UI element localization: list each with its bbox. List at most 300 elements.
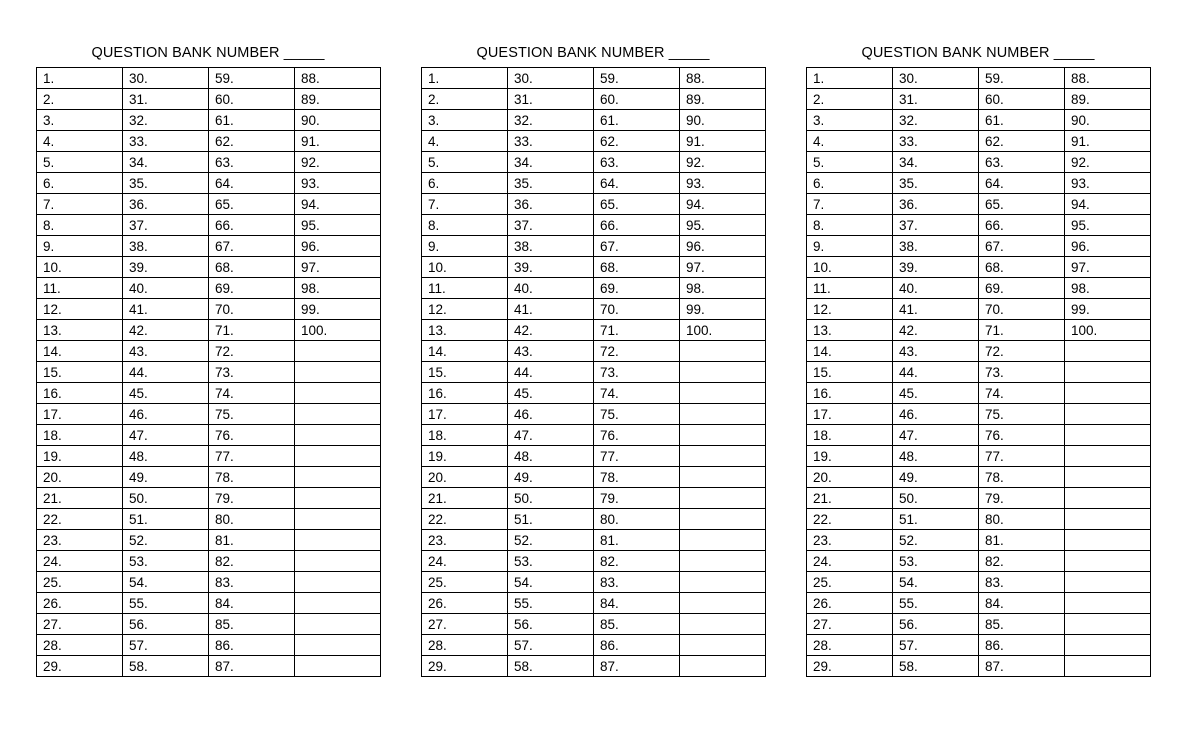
answer-cell: 73. [594,362,680,383]
table-row [807,488,1151,509]
answer-cell: 75. [594,404,680,425]
table-row [807,614,1151,635]
answer-cell: 72. [979,341,1065,362]
answer-cell: 64. [979,173,1065,194]
answer-table [421,67,766,677]
answer-cell: 94. [295,194,381,215]
table-row [422,110,766,131]
answer-cell: 33. [508,131,594,152]
answer-cell: 43. [508,341,594,362]
answer-cell: 76. [979,425,1065,446]
answer-cell: 40. [123,278,209,299]
answer-cell: 99. [680,299,766,320]
answer-cell [680,467,766,488]
answer-cell: 74. [594,383,680,404]
answer-cell [295,614,381,635]
answer-cell: 80. [979,509,1065,530]
answer-cell [680,425,766,446]
answer-cell: 71. [209,320,295,341]
answer-cell [1065,614,1151,635]
answer-cell: 63. [209,152,295,173]
answer-cell: 69. [979,278,1065,299]
answer-cell [295,509,381,530]
answer-cell: 93. [295,173,381,194]
table-row [37,89,381,110]
answer-cell: 48. [893,446,979,467]
answer-cell: 22. [422,509,508,530]
table-row [37,404,381,425]
answer-cell: 3. [422,110,508,131]
table-row [37,131,381,152]
answer-cell: 22. [37,509,123,530]
answer-cell: 2. [37,89,123,110]
table-row [422,152,766,173]
answer-cell [295,635,381,656]
answer-cell: 87. [979,656,1065,677]
table-row [807,110,1151,131]
answer-cell: 10. [807,257,893,278]
answer-cell: 83. [979,572,1065,593]
answer-cell: 29. [422,656,508,677]
answer-cell: 37. [893,215,979,236]
answer-cell: 50. [508,488,594,509]
answer-cell: 42. [123,320,209,341]
answer-cell: 71. [594,320,680,341]
answer-cell: 21. [422,488,508,509]
table-row [37,656,381,677]
answer-cell: 7. [422,194,508,215]
answer-cell: 75. [209,404,295,425]
table-row [422,446,766,467]
answer-cell: 84. [979,593,1065,614]
answer-cell: 99. [295,299,381,320]
table-row [37,509,381,530]
answer-cell: 27. [422,614,508,635]
answer-cell: 11. [37,278,123,299]
answer-cell: 61. [209,110,295,131]
answer-cell: 77. [594,446,680,467]
answer-cell: 69. [594,278,680,299]
answer-cell: 78. [209,467,295,488]
answer-cell: 87. [594,656,680,677]
answer-cell: 26. [807,593,893,614]
answer-cell: 66. [209,215,295,236]
answer-cell: 42. [508,320,594,341]
table-row [37,320,381,341]
table-row [807,635,1151,656]
answer-cell: 40. [508,278,594,299]
answer-cell: 88. [295,68,381,89]
answer-cell: 82. [209,551,295,572]
table-row [422,299,766,320]
answer-cell: 18. [807,425,893,446]
answer-cell: 89. [295,89,381,110]
answer-cell: 96. [295,236,381,257]
answer-cell: 52. [508,530,594,551]
answer-cell: 25. [37,572,123,593]
answer-cell: 61. [979,110,1065,131]
answer-cell: 54. [893,572,979,593]
bank-title: QUESTION BANK NUMBER _____ [91,45,325,61]
answer-cell: 95. [295,215,381,236]
answer-cell: 19. [422,446,508,467]
answer-cell: 6. [37,173,123,194]
table-row [807,236,1151,257]
answer-cell: 91. [680,131,766,152]
bank-title: QUESTION BANK NUMBER _____ [476,45,710,61]
answer-cell: 29. [37,656,123,677]
answer-cell: 85. [594,614,680,635]
answer-cell: 22. [807,509,893,530]
table-row [807,278,1151,299]
table-row [807,656,1151,677]
table-row [37,446,381,467]
answer-cell: 36. [123,194,209,215]
table-row [422,131,766,152]
table-row [422,320,766,341]
answer-cell: 82. [979,551,1065,572]
table-row [422,68,766,89]
answer-cell [1065,383,1151,404]
answer-cell: 43. [123,341,209,362]
answer-cell: 23. [807,530,893,551]
answer-cell: 72. [594,341,680,362]
answer-cell: 51. [508,509,594,530]
answer-cell: 82. [594,551,680,572]
table-row [422,467,766,488]
answer-cell: 60. [979,89,1065,110]
answer-cell: 50. [893,488,979,509]
answer-cell: 86. [209,635,295,656]
answer-cell [295,572,381,593]
table-row [422,341,766,362]
answer-cell: 95. [1065,215,1151,236]
answer-cell [1065,341,1151,362]
answer-cell: 12. [422,299,508,320]
answer-cell: 65. [594,194,680,215]
answer-cell: 46. [508,404,594,425]
answer-cell: 28. [807,635,893,656]
answer-cell: 40. [893,278,979,299]
table-row [422,383,766,404]
answer-cell: 58. [123,656,209,677]
answer-cell: 28. [422,635,508,656]
answer-cell: 91. [1065,131,1151,152]
answer-cell: 17. [422,404,508,425]
answer-cell: 3. [807,110,893,131]
answer-cell: 33. [893,131,979,152]
answer-cell: 53. [123,551,209,572]
answer-cell [1065,467,1151,488]
answer-cell: 4. [37,131,123,152]
answer-cell: 56. [123,614,209,635]
answer-cell: 96. [680,236,766,257]
answer-cell: 26. [422,593,508,614]
answer-cell [295,530,381,551]
answer-cell: 20. [37,467,123,488]
answer-cell: 86. [594,635,680,656]
answer-cell: 62. [979,131,1065,152]
answer-cell: 34. [508,152,594,173]
answer-cell: 31. [123,89,209,110]
answer-cell: 1. [37,68,123,89]
answer-cell: 99. [1065,299,1151,320]
answer-cell: 46. [123,404,209,425]
answer-cell: 13. [422,320,508,341]
answer-cell: 70. [979,299,1065,320]
answer-cell [295,467,381,488]
answer-cell: 30. [123,68,209,89]
answer-cell: 58. [893,656,979,677]
answer-cell [295,425,381,446]
answer-cell: 56. [893,614,979,635]
table-row [37,383,381,404]
answer-cell: 65. [979,194,1065,215]
table-row [807,362,1151,383]
bank-title: QUESTION BANK NUMBER _____ [861,45,1095,61]
answer-cell: 77. [979,446,1065,467]
answer-cell: 67. [979,236,1065,257]
answer-cell [680,572,766,593]
table-row [422,593,766,614]
answer-cell: 100. [1065,320,1151,341]
answer-cell: 80. [209,509,295,530]
table-row [422,404,766,425]
answer-cell: 67. [209,236,295,257]
answer-cell: 78. [979,467,1065,488]
table-row [37,635,381,656]
answer-cell [295,383,381,404]
table-row [807,68,1151,89]
answer-cell: 77. [209,446,295,467]
answer-cell: 2. [807,89,893,110]
answer-cell: 49. [893,467,979,488]
answer-cell [1065,593,1151,614]
answer-cell [295,362,381,383]
answer-cell: 85. [979,614,1065,635]
answer-cell: 83. [209,572,295,593]
question-bank-sheet [421,42,765,677]
answer-cell: 32. [893,110,979,131]
answer-cell [680,362,766,383]
table-row [37,614,381,635]
answer-cell: 73. [979,362,1065,383]
answer-cell: 63. [594,152,680,173]
answer-cell [680,593,766,614]
table-row [807,215,1151,236]
answer-cell: 42. [893,320,979,341]
table-row [37,362,381,383]
answer-cell: 32. [123,110,209,131]
answer-cell: 85. [209,614,295,635]
answer-cell: 97. [1065,257,1151,278]
answer-cell: 98. [680,278,766,299]
answer-cell: 58. [508,656,594,677]
answer-cell: 5. [422,152,508,173]
table-row [807,425,1151,446]
answer-cell: 100. [295,320,381,341]
answer-cell: 15. [422,362,508,383]
answer-cell: 8. [422,215,508,236]
answer-cell: 27. [37,614,123,635]
answer-cell: 44. [123,362,209,383]
table-row [422,89,766,110]
answer-cell [1065,635,1151,656]
answer-cell [680,551,766,572]
answer-cell: 72. [209,341,295,362]
answer-cell: 98. [295,278,381,299]
answer-cell: 8. [37,215,123,236]
answer-cell: 63. [979,152,1065,173]
answer-cell [680,614,766,635]
answer-cell: 27. [807,614,893,635]
answer-cell: 69. [209,278,295,299]
answer-cell: 53. [893,551,979,572]
answer-cell: 90. [1065,110,1151,131]
answer-cell: 51. [123,509,209,530]
answer-cell: 47. [508,425,594,446]
table-row [422,362,766,383]
answer-cell: 16. [807,383,893,404]
table-row [37,299,381,320]
answer-cell: 9. [807,236,893,257]
answer-cell: 15. [37,362,123,383]
answer-table-body [807,68,1151,677]
answer-cell: 64. [594,173,680,194]
answer-cell [1065,572,1151,593]
answer-cell: 13. [37,320,123,341]
question-bank-sheet [806,42,1150,677]
answer-cell: 2. [422,89,508,110]
table-row [807,320,1151,341]
answer-cell: 9. [37,236,123,257]
answer-cell: 84. [594,593,680,614]
answer-cell [680,383,766,404]
answer-cell: 5. [37,152,123,173]
answer-cell: 24. [37,551,123,572]
answer-cell: 66. [979,215,1065,236]
answer-cell: 79. [209,488,295,509]
answer-cell [680,530,766,551]
table-row [37,236,381,257]
answer-cell: 13. [807,320,893,341]
answer-cell: 7. [37,194,123,215]
answer-cell: 31. [893,89,979,110]
answer-cell: 75. [979,404,1065,425]
answer-cell: 9. [422,236,508,257]
table-row [422,614,766,635]
answer-cell [1065,656,1151,677]
answer-cell: 52. [123,530,209,551]
table-row [422,236,766,257]
answer-cell [1065,530,1151,551]
answer-cell: 81. [209,530,295,551]
table-row [422,488,766,509]
answer-cell: 39. [123,257,209,278]
answer-cell: 45. [893,383,979,404]
table-row [37,551,381,572]
answer-cell: 41. [893,299,979,320]
answer-table [36,67,381,677]
answer-cell: 11. [422,278,508,299]
table-row [807,551,1151,572]
answer-cell: 90. [680,110,766,131]
table-row [422,509,766,530]
answer-cell: 97. [295,257,381,278]
answer-cell: 45. [123,383,209,404]
table-row [37,194,381,215]
answer-cell: 88. [680,68,766,89]
answer-cell: 11. [807,278,893,299]
answer-cell [295,551,381,572]
answer-cell: 5. [807,152,893,173]
answer-cell: 57. [893,635,979,656]
table-row [422,173,766,194]
table-row [807,194,1151,215]
answer-cell: 25. [422,572,508,593]
answer-cell: 19. [37,446,123,467]
table-row [37,110,381,131]
answer-cell: 67. [594,236,680,257]
answer-cell: 45. [508,383,594,404]
question-bank-sheet [36,42,380,677]
answer-cell: 53. [508,551,594,572]
answer-cell: 87. [209,656,295,677]
table-row [37,257,381,278]
answer-cell: 66. [594,215,680,236]
answer-cell: 34. [893,152,979,173]
answer-cell: 55. [123,593,209,614]
answer-cell: 10. [422,257,508,278]
answer-cell: 89. [1065,89,1151,110]
answer-cell: 57. [123,635,209,656]
answer-cell: 60. [594,89,680,110]
answer-cell [680,488,766,509]
table-row [807,131,1151,152]
table-row [37,341,381,362]
answer-cell: 59. [209,68,295,89]
answer-cell: 74. [979,383,1065,404]
table-row [807,467,1151,488]
answer-cell: 89. [680,89,766,110]
answer-cell: 62. [209,131,295,152]
table-row [422,278,766,299]
table-row [37,68,381,89]
table-row [422,257,766,278]
answer-cell [295,593,381,614]
answer-cell: 49. [123,467,209,488]
answer-cell: 24. [422,551,508,572]
table-row [422,572,766,593]
answer-table-body [422,68,766,677]
answer-cell: 88. [1065,68,1151,89]
answer-cell: 14. [422,341,508,362]
table-row [37,593,381,614]
answer-cell: 92. [680,152,766,173]
answer-cell: 90. [295,110,381,131]
answer-cell: 83. [594,572,680,593]
answer-cell: 76. [594,425,680,446]
answer-cell: 8. [807,215,893,236]
answer-cell: 18. [37,425,123,446]
answer-cell: 7. [807,194,893,215]
table-row [422,215,766,236]
answer-cell: 30. [508,68,594,89]
table-row [422,551,766,572]
answer-cell [295,488,381,509]
table-row [807,404,1151,425]
answer-cell: 84. [209,593,295,614]
